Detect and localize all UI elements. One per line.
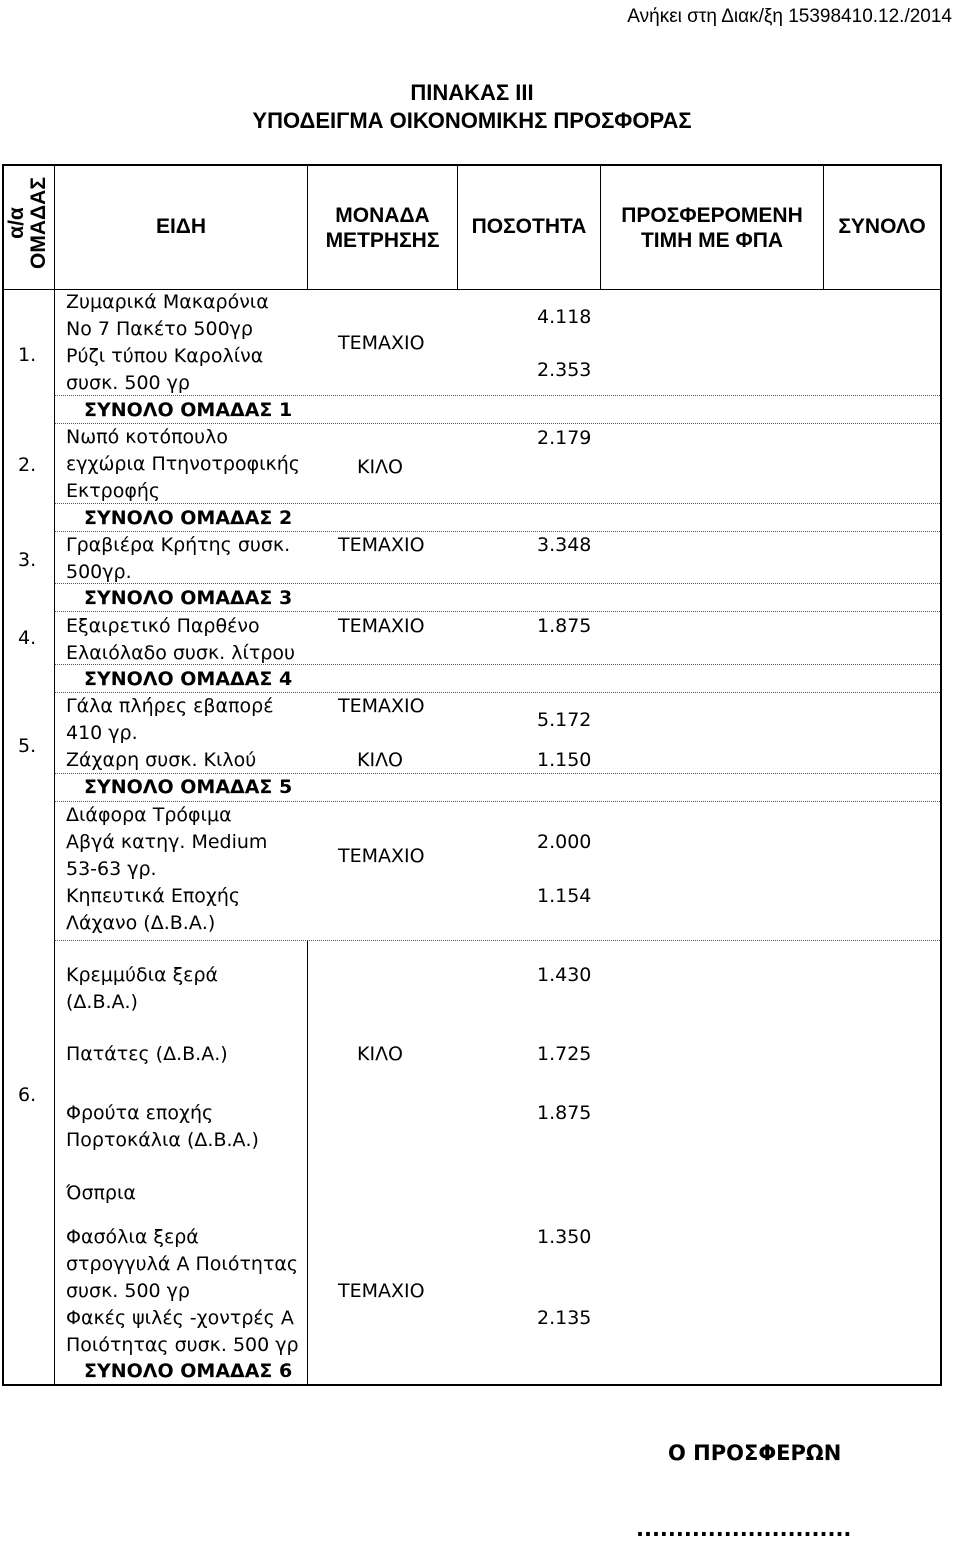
quantity-cell: 2.135 bbox=[537, 1307, 592, 1329]
group-number: 1. bbox=[18, 344, 37, 366]
reference-note: Ανήκει στη Διακ/ξη 15398410.12./2014 bbox=[627, 6, 952, 27]
item-name: Ζυμαρικά Μακαρόνια bbox=[66, 291, 269, 313]
category-label: Κηπευτικά Εποχής bbox=[66, 885, 241, 907]
item-name: Εκτροφής bbox=[66, 480, 161, 502]
quantity-cell: 3.348 bbox=[537, 534, 592, 556]
page-title: ΠΙΝΑΚΑΣ ΙΙΙ bbox=[410, 80, 534, 105]
item-name: Εξαιρετικό Παρθένο bbox=[66, 615, 260, 637]
col-border bbox=[307, 940, 308, 1386]
item-name: στρογγυλά Α Ποιότητας bbox=[66, 1253, 299, 1275]
item-name: συσκ. 500 γρ bbox=[66, 1280, 190, 1302]
group-total-label: ΣΥΝΟΛΟ ΟΜΑΔΑΣ 2 bbox=[84, 507, 293, 529]
unit-cell: ΤΕΜΑΧΙΟ bbox=[338, 1280, 425, 1302]
header-items: ΕΙΔΗ bbox=[155, 215, 207, 238]
item-name: Ποιότητας συσκ. 500 γρ bbox=[66, 1334, 299, 1356]
item-name: Πατάτες (Δ.Β.Α.) bbox=[66, 1043, 228, 1065]
item-name: Λάχανο (Δ.Β.Α.) bbox=[66, 912, 216, 934]
item-name: Φασόλια ξερά bbox=[66, 1226, 199, 1248]
header-aa-line1: α/α bbox=[5, 207, 28, 239]
unit-cell: ΤΕΜΑΧΙΟ bbox=[338, 695, 425, 717]
header-quantity: ΠΟΣΟΤΗΤΑ bbox=[471, 215, 587, 238]
group-total-label: ΣΥΝΟΛΟ ΟΜΑΔΑΣ 6 bbox=[84, 1360, 293, 1382]
col-border bbox=[940, 164, 942, 1386]
header-unit-line1: ΜΟΝΑΔΑ bbox=[335, 204, 430, 227]
quantity-cell: 1.350 bbox=[537, 1226, 592, 1248]
row-separator bbox=[55, 611, 940, 612]
header-aa bbox=[6, 170, 50, 276]
quantity-cell: 2.000 bbox=[537, 831, 592, 853]
row-separator bbox=[55, 940, 940, 941]
quantity-cell: 1.875 bbox=[537, 615, 592, 637]
header-unit bbox=[308, 203, 457, 253]
item-name: 500γρ. bbox=[66, 561, 132, 583]
item-name: 410 γρ. bbox=[66, 722, 138, 744]
group-total-label: ΣΥΝΟΛΟ ΟΜΑΔΑΣ 1 bbox=[84, 399, 293, 421]
unit-cell: ΚΙΛΟ bbox=[357, 456, 404, 478]
quantity-cell: 1.875 bbox=[537, 1102, 592, 1124]
unit-cell: ΚΙΛΟ bbox=[357, 1043, 404, 1065]
group-number: 6. bbox=[18, 1084, 37, 1106]
row-separator bbox=[55, 503, 940, 504]
table-bottom-border bbox=[2, 1384, 942, 1386]
bidder-label: Ο ΠΡΟΣΦΕΡΩΝ bbox=[668, 1441, 842, 1465]
group-total-label: ΣΥΝΟΛΟ ΟΜΑΔΑΣ 3 bbox=[84, 587, 293, 609]
item-name: Ζάχαρη συσκ. Κιλού bbox=[66, 749, 257, 771]
quantity-cell: 1.430 bbox=[537, 964, 592, 986]
item-name: Πορτοκάλια (Δ.Β.Α.) bbox=[66, 1129, 259, 1151]
unit-cell: ΤΕΜΑΧΙΟ bbox=[338, 332, 425, 354]
unit-cell: ΚΙΛΟ bbox=[357, 749, 404, 771]
item-name: Φακές ψιλές -χοντρές Α bbox=[66, 1307, 294, 1329]
quantity-cell: 4.118 bbox=[537, 306, 592, 328]
table-top-border bbox=[2, 164, 942, 166]
group-number: 3. bbox=[18, 549, 37, 571]
quantity-cell: 1.725 bbox=[537, 1043, 592, 1065]
item-name: Κρεμμύδια ξερά bbox=[66, 964, 219, 986]
item-name: συσκ. 500 γρ bbox=[66, 372, 190, 394]
group-number: 5. bbox=[18, 735, 37, 757]
category-label: Φρούτα εποχής bbox=[66, 1102, 214, 1124]
quantity-cell: 2.353 bbox=[537, 359, 592, 381]
item-name: Ρύζι τύπου Καρολίνα bbox=[66, 345, 264, 367]
header-unit-line2: ΜΕΤΡΗΣΗΣ bbox=[325, 229, 440, 252]
group-number: 4. bbox=[18, 627, 37, 649]
item-name: εγχώρια Πτηνοτροφικής bbox=[66, 453, 300, 475]
item-name: Νωπό κοτόπουλο bbox=[66, 426, 229, 448]
group-total-label: ΣΥΝΟΛΟ ΟΜΑΔΑΣ 4 bbox=[84, 668, 293, 690]
group-number: 2. bbox=[18, 454, 37, 476]
item-name: Γραβιέρα Κρήτης συσκ. bbox=[66, 534, 291, 556]
group-total-label: ΣΥΝΟΛΟ ΟΜΑΔΑΣ 5 bbox=[84, 776, 293, 798]
item-name: 53-63 γρ. bbox=[66, 858, 157, 880]
header-price-line2: ΤΙΜΗ ΜΕ ΦΠΑ bbox=[640, 229, 784, 252]
quantity-cell: 2.179 bbox=[537, 427, 592, 449]
page-subtitle: ΥΠΟΔΕΙΓΜΑ ΟΙΚΟΝΟΜΙΚΗΣ ΠΡΟΣΦΟΡΑΣ bbox=[252, 108, 692, 133]
item-name: Ελαιόλαδο συσκ. λίτρου bbox=[66, 642, 296, 664]
signature-line: ........................... bbox=[636, 1517, 852, 1541]
item-name: Γάλα πλήρες εβαπορέ bbox=[66, 695, 274, 717]
header-total: ΣΥΝΟΛΟ bbox=[838, 215, 926, 238]
unit-cell: ΤΕΜΑΧΙΟ bbox=[338, 534, 425, 556]
unit-cell: ΤΕΜΑΧΙΟ bbox=[338, 845, 425, 867]
quantity-cell: 5.172 bbox=[537, 709, 592, 731]
category-label: Διάφορα Τρόφιμα bbox=[66, 804, 232, 826]
item-name: (Δ.Β.Α.) bbox=[66, 991, 138, 1013]
unit-cell: ΤΕΜΑΧΙΟ bbox=[338, 615, 425, 637]
col-border bbox=[2, 164, 4, 1386]
item-name: Αβγά κατηγ. Medium bbox=[66, 831, 268, 853]
row-separator bbox=[55, 583, 940, 584]
header-aa-line2: ΟΜΑΔΑΣ bbox=[27, 177, 50, 269]
category-label: Όσπρια bbox=[66, 1182, 136, 1204]
header-price-line1: ΠΡΟΣΦΕΡΟΜΕΝΗ bbox=[621, 204, 803, 227]
quantity-cell: 1.154 bbox=[537, 885, 592, 907]
item-name: Νο 7 Πακέτο 500γρ bbox=[66, 318, 253, 340]
header-price bbox=[601, 203, 823, 253]
col-border bbox=[54, 164, 55, 1386]
quantity-cell: 1.150 bbox=[537, 749, 592, 771]
